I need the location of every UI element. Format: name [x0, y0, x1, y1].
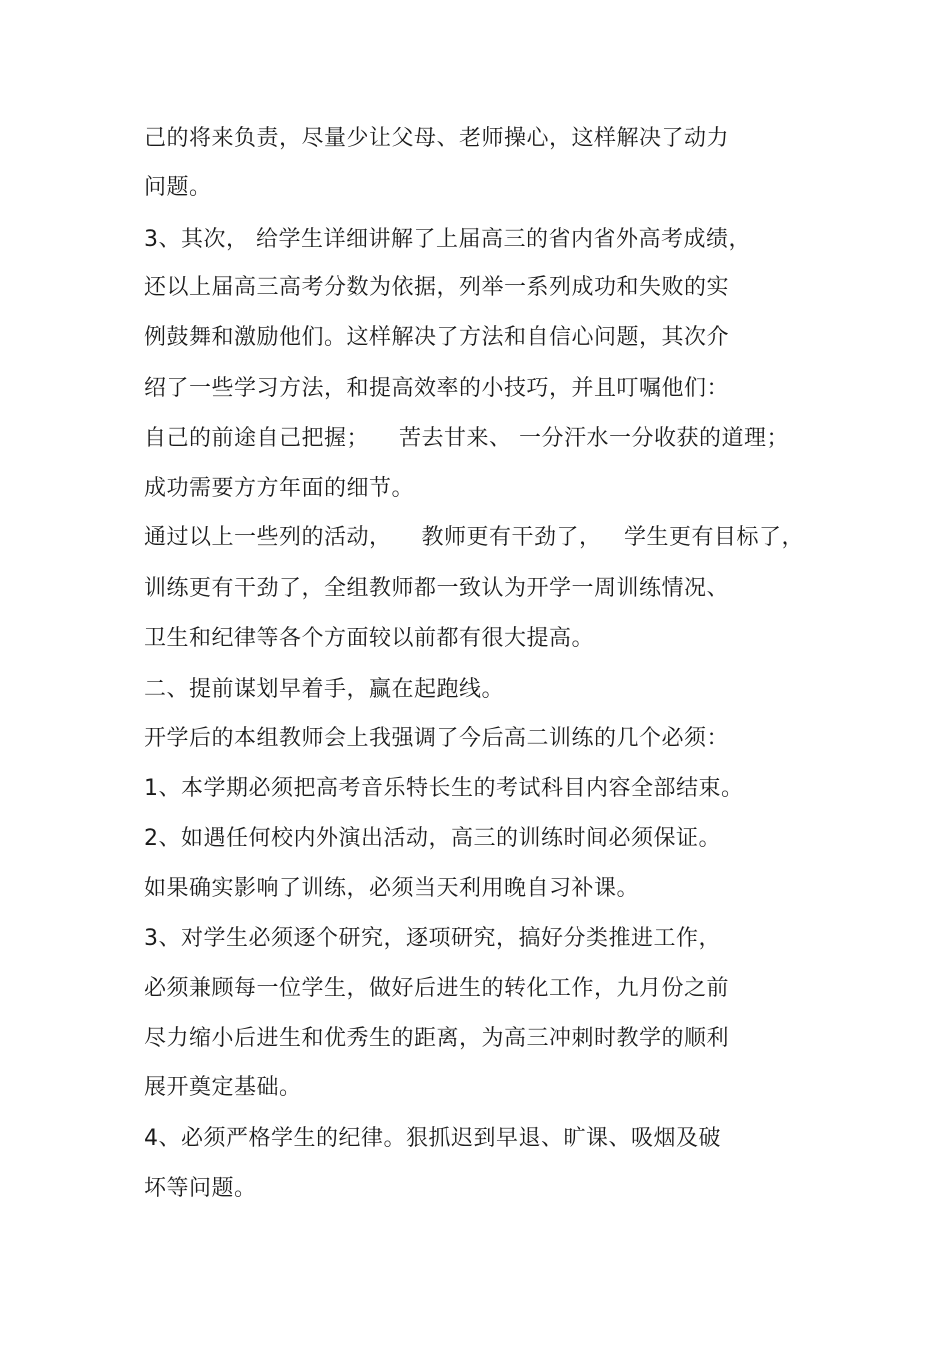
text-line: 如果确实影响了训练，必须当天利用晚自习补课。 — [144, 876, 640, 901]
text-line: 坏等问题。 — [144, 1176, 257, 1201]
text-line: 卫生和纪律等各个方面较以前都有很大提高。 — [144, 626, 595, 651]
text-line: 展开奠定基础。 — [144, 1075, 302, 1100]
text-line: 例鼓舞和激励他们。这样解决了方法和自信心问题，其次介 — [144, 325, 730, 350]
list-item: 3、对学生必须逐个研究，逐项研究，搞好分类推进工作， — [144, 926, 721, 951]
text-line: 必须兼顾每一位学生，做好后进生的转化工作，九月份之前 — [144, 976, 730, 1001]
text-line: 己的将来负责，尽量少让父母、老师操心，这样解决了动力 — [144, 126, 730, 151]
text-line: 通过以上一些列的活动， 教师更有干劲了， 学生更有目标了， — [144, 525, 804, 550]
text-line: 尽力缩小后进生和优秀生的距离，为高三冲刺时教学的顺利 — [144, 1026, 730, 1051]
text-line: 开学后的本组教师会上我强调了今后高二训练的几个必须： — [144, 726, 730, 751]
text-line: 绍了一些学习方法，和提高效率的小技巧，并且叮嘱他们： — [144, 376, 730, 401]
text-line: 问题。 — [144, 175, 212, 200]
section-heading: 二、提前谋划早着手，赢在起跑线。 — [144, 677, 505, 702]
text-line: 训练更有干劲了，全组教师都一致认为开学一周训练情况、 — [144, 576, 730, 601]
text-line: 自己的前途自己把握； 苦去甘来、 一分汗水一分收获的道理； — [144, 426, 789, 451]
text-line: 成功需要方方年面的细节。 — [144, 476, 415, 501]
text-line: 3、其次， 给学生详细讲解了上届高三的省内省外高考成绩， — [144, 227, 751, 252]
list-item: 1、本学期必须把高考音乐特长生的考试科目内容全部结束。 — [144, 776, 744, 801]
list-item: 4、必须严格学生的纪律。狠抓迟到早退、旷课、吸烟及破 — [144, 1126, 721, 1151]
list-item: 2、如遇任何校内外演出活动，高三的训练时间必须保证。 — [144, 826, 721, 851]
text-line: 还以上届高三高考分数为依据，列举一系列成功和失败的实 — [144, 275, 730, 300]
